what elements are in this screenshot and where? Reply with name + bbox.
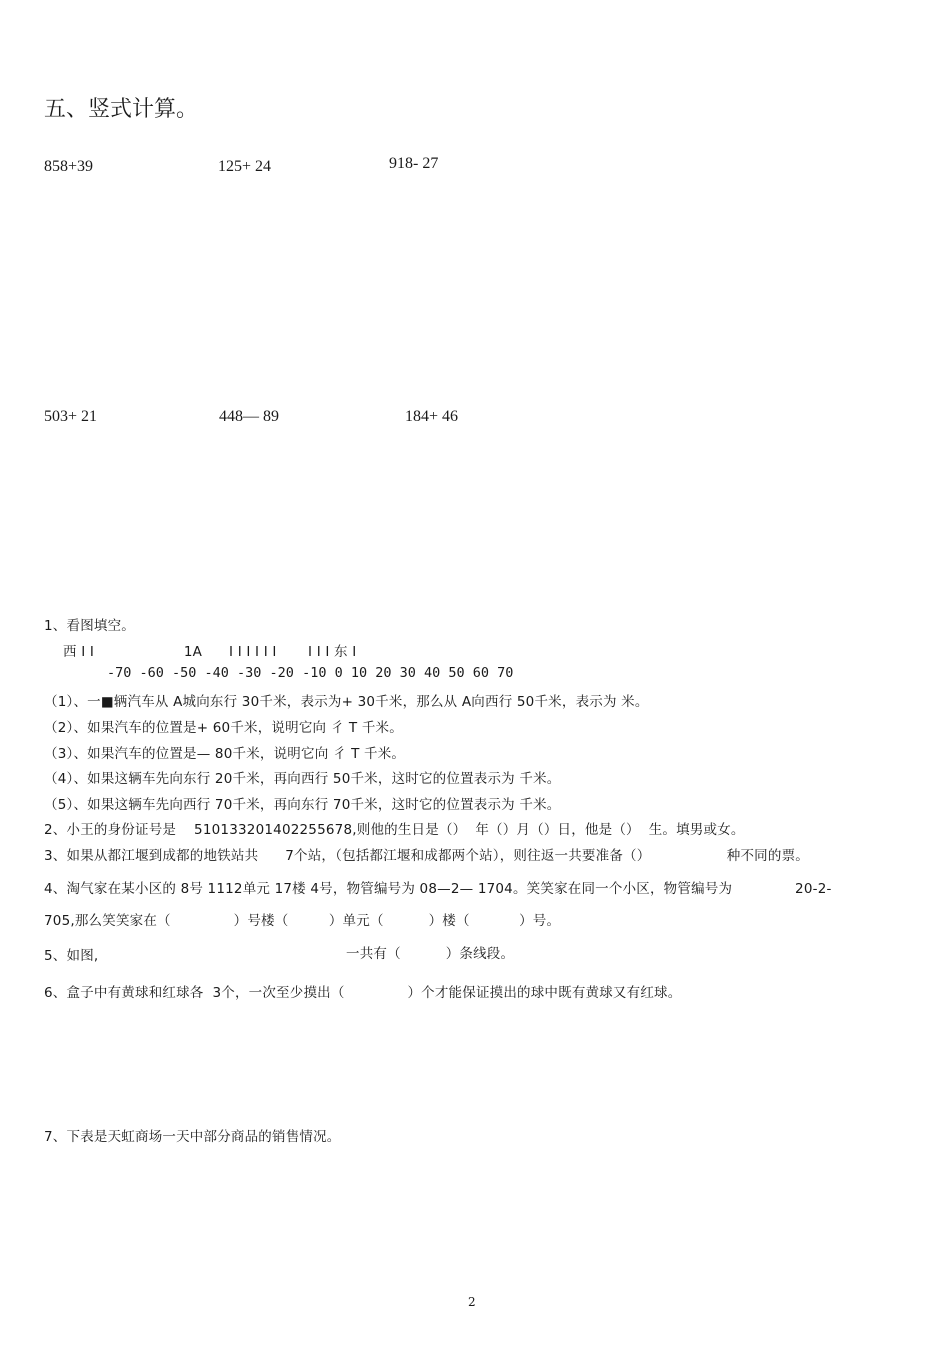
page-number: 2 bbox=[468, 1295, 476, 1309]
question-4-line-1: 4、淘气家在某小区的 8号 1112单元 17楼 4号，物管编号为 08—2— 1704。笑笑家在同一个小区，物管编号为 20-2- bbox=[44, 881, 832, 897]
calc-expression: 918- 27 bbox=[389, 155, 439, 172]
question-1-sub-3: （3）、如果汽车的位置是— 80千米，说明它向 彳 T 千米。 bbox=[44, 746, 406, 762]
question-2: 2、小王的身份证号是 510133201402255678,则他的生日是（） 年（）月（）日，他是（） 生。填男或女。 bbox=[44, 822, 745, 838]
calc-expression: 448— 89 bbox=[219, 408, 279, 425]
calc-expression: 503+ 21 bbox=[44, 408, 98, 425]
calc-expression: 184+ 46 bbox=[405, 408, 459, 425]
question-1-sub-1: （1）、一■辆汽车从 A城向东行 30千米，表示为+ 30千米，那么从 A向西行 50千米，表示为 米。 bbox=[44, 694, 649, 710]
question-5-prefix: 5、如图, bbox=[44, 948, 99, 964]
question-5-suffix: 一共有（ ）条线段。 bbox=[346, 946, 515, 962]
calc-expression: 858+39 bbox=[44, 158, 94, 175]
question-1-sub-4: （4）、如果这辆车先向东行 20千米，再向西行 50千米，这时它的位置表示为 千米。 bbox=[44, 771, 561, 787]
number-line-ticks: -70 -60 -50 -40 -30 -20 -10 0 10 20 30 40 50 60 70 bbox=[107, 665, 514, 681]
question-4-line-2: 705,那么笑笑家在（ ）号楼（ ）单元（ ）楼（ ）号。 bbox=[44, 913, 561, 929]
number-line-marks: 西 I I 1A I I I I I I I I I 东 I bbox=[63, 644, 357, 660]
question-1-title: 1、看图填空。 bbox=[44, 618, 135, 634]
question-1-sub-2: （2）、如果汽车的位置是+ 60千米，说明它向 彳 T 千米。 bbox=[44, 720, 403, 736]
section-title: 五、竖式计算。 bbox=[44, 97, 199, 122]
question-6: 6、盒子中有黄球和红球各 3个，一次至少摸出（ ）个才能保证摸出的球中既有黄球又有红球。 bbox=[44, 985, 682, 1001]
calc-expression: 125+ 24 bbox=[218, 158, 272, 175]
question-1-sub-5: （5）、如果这辆车先向西行 70千米，再向东行 70千米，这时它的位置表示为 千米。 bbox=[44, 797, 561, 813]
question-7: 7、下表是天虹商场一天中部分商品的销售情况。 bbox=[44, 1129, 341, 1145]
question-3: 3、如果从都江堰到成都的地铁站共 7个站，（包括都江堰和成都两个站），则往返一共要准备（） 种不同的票。 bbox=[44, 848, 809, 864]
